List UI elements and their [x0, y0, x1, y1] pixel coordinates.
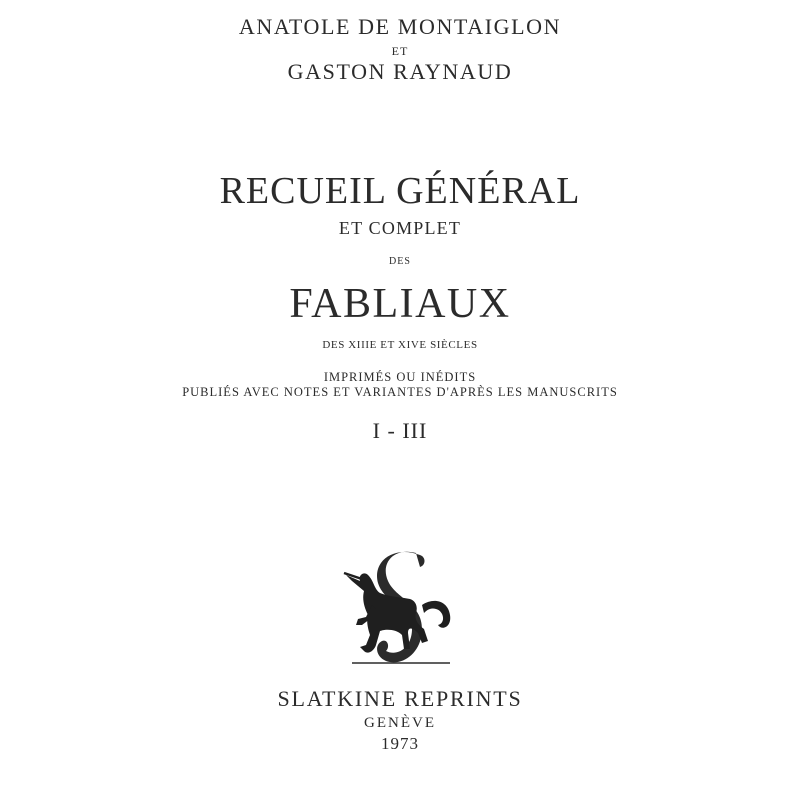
title-centuries: DES XIIIE ET XIVE SIÈCLES [322, 339, 478, 351]
author-1: ANATOLE DE MONTAIGLON [238, 14, 562, 39]
title-line-3: DES [389, 256, 411, 267]
description-line-2: PUBLIÉS AVEC NOTES ET VARIANTES D'APRÈS LES MANUSCRITS [182, 385, 618, 399]
description-line-1: IMPRIMÉS OU INÉDITS [323, 370, 477, 384]
author-2: GASTON RAYNAUD [287, 59, 513, 84]
title-line-2: ET COMPLET [338, 218, 462, 238]
volume-range: I - III [372, 418, 428, 443]
unicorn-s-emblem-icon [338, 545, 468, 675]
title-line-1: RECUEIL GÉNÉRAL [219, 170, 581, 212]
title-main-word: FABLIAUX [289, 281, 511, 327]
publication-year: 1973 [381, 734, 419, 753]
publisher-name: SLATKINE REPRINTS [277, 686, 523, 711]
publisher-city: GENÈVE [364, 715, 436, 731]
author-conjunction: ET [391, 44, 409, 58]
